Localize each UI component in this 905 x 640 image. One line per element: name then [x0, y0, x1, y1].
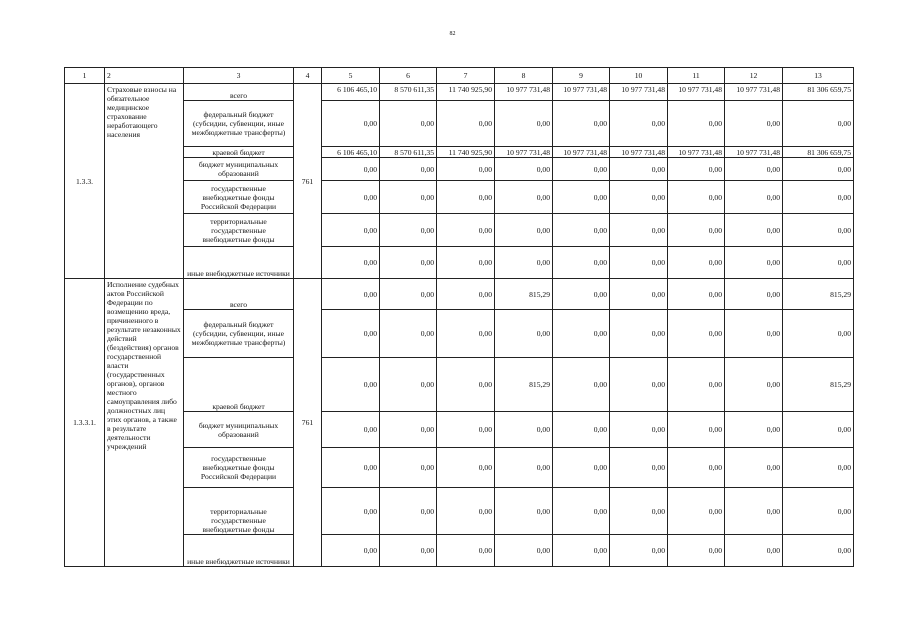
amount-cell: 0,00 [725, 181, 783, 214]
amount-cell: 10 977 731,48 [668, 147, 725, 158]
amount-cell: 0,00 [783, 535, 854, 567]
amount-cell: 0,00 [610, 310, 668, 358]
amount-cell: 0,00 [668, 412, 725, 448]
column-header: 5 [322, 68, 380, 84]
amount-cell: 0,00 [437, 448, 495, 488]
section-1-3-3-1 [65, 279, 854, 567]
column-header: 3 [184, 68, 294, 84]
amount-cell: 81 306 659,75 [783, 147, 854, 158]
amount-cell: 0,00 [380, 412, 437, 448]
table-row [65, 247, 854, 279]
column-header: 13 [783, 68, 854, 84]
amount-cell: 0,00 [380, 310, 437, 358]
amount-cell: 0,00 [783, 181, 854, 214]
funding-source: территориальные государственные внебюджетные фонды [184, 488, 294, 535]
amount-cell: 0,00 [553, 247, 610, 279]
amount-cell: 815,29 [495, 279, 553, 310]
amount-cell: 0,00 [380, 101, 437, 147]
amount-cell: 0,00 [553, 448, 610, 488]
amount-cell: 10 977 731,48 [553, 147, 610, 158]
amount-cell: 0,00 [668, 247, 725, 279]
column-header: 8 [495, 68, 553, 84]
amount-cell: 0,00 [380, 214, 437, 247]
amount-cell: 0,00 [610, 535, 668, 567]
funding-source: всего [184, 279, 294, 310]
table-row [65, 214, 854, 247]
table-row [65, 84, 854, 101]
amount-cell: 0,00 [437, 279, 495, 310]
amount-cell: 11 740 925,90 [437, 147, 495, 158]
page-number: 82 [449, 31, 456, 37]
amount-cell: 815,29 [783, 279, 854, 310]
amount-cell: 0,00 [322, 101, 380, 147]
amount-cell: 0,00 [553, 214, 610, 247]
amount-cell: 0,00 [725, 158, 783, 181]
amount-cell: 0,00 [322, 358, 380, 412]
amount-cell: 0,00 [553, 101, 610, 147]
amount-cell: 0,00 [610, 247, 668, 279]
amount-cell: 815,29 [495, 358, 553, 412]
column-header: 7 [437, 68, 495, 84]
amount-cell: 10 977 731,48 [495, 84, 553, 101]
amount-cell: 0,00 [725, 448, 783, 488]
column-header: 9 [553, 68, 610, 84]
amount-cell: 8 570 611,35 [380, 84, 437, 101]
funding-source: государственные внебюджетные фонды Российской Федерации [184, 448, 294, 488]
funding-source: федеральный бюджет (субсидии, субвенции, иные межбюджетные трансферты) [184, 101, 294, 147]
amount-cell: 0,00 [668, 310, 725, 358]
table-row [65, 147, 854, 158]
amount-cell: 0,00 [553, 279, 610, 310]
table-row [65, 181, 854, 214]
row-code: 1.3.3.1. [65, 279, 105, 567]
amount-cell: 0,00 [783, 488, 854, 535]
column-header: 4 [294, 68, 322, 84]
amount-cell: 0,00 [322, 214, 380, 247]
amount-cell: 10 977 731,48 [610, 84, 668, 101]
amount-cell: 0,00 [380, 535, 437, 567]
amount-cell: 0,00 [437, 488, 495, 535]
amount-cell: 0,00 [495, 535, 553, 567]
table-row [65, 101, 854, 147]
amount-cell: 0,00 [610, 358, 668, 412]
amount-cell: 0,00 [380, 279, 437, 310]
amount-cell: 0,00 [610, 101, 668, 147]
grbs-code: 761 [294, 84, 322, 279]
amount-cell: 0,00 [437, 358, 495, 412]
amount-cell: 0,00 [495, 214, 553, 247]
funding-source: бюджет муниципальных образований [184, 158, 294, 181]
amount-cell: 0,00 [322, 247, 380, 279]
amount-cell: 10 977 731,48 [610, 147, 668, 158]
amount-cell: 10 977 731,48 [495, 147, 553, 158]
table-row [65, 310, 854, 358]
amount-cell: 0,00 [380, 158, 437, 181]
amount-cell: 0,00 [783, 448, 854, 488]
table-row [65, 158, 854, 181]
amount-cell: 0,00 [668, 448, 725, 488]
amount-cell: 0,00 [668, 488, 725, 535]
amount-cell: 0,00 [783, 310, 854, 358]
amount-cell: 0,00 [495, 488, 553, 535]
funding-source: всего [184, 84, 294, 101]
funding-source: государственные внебюджетные фонды Российской Федерации [184, 181, 294, 214]
column-header: 1 [65, 68, 105, 84]
amount-cell: 0,00 [495, 448, 553, 488]
amount-cell: 0,00 [725, 101, 783, 147]
amount-cell: 0,00 [610, 279, 668, 310]
amount-cell: 0,00 [322, 158, 380, 181]
table-row [65, 488, 854, 535]
amount-cell: 0,00 [725, 214, 783, 247]
table-row [65, 535, 854, 567]
column-header: 11 [668, 68, 725, 84]
funding-source: краевой бюджет [184, 147, 294, 158]
amount-cell: 0,00 [322, 181, 380, 214]
column-header: 10 [610, 68, 668, 84]
amount-cell: 0,00 [610, 448, 668, 488]
amount-cell: 0,00 [668, 214, 725, 247]
amount-cell: 0,00 [668, 101, 725, 147]
amount-cell: 0,00 [437, 158, 495, 181]
table-row [65, 412, 854, 448]
funding-source: иные внебюджетные источники [184, 535, 294, 567]
table-row [65, 448, 854, 488]
amount-cell: 0,00 [610, 214, 668, 247]
amount-cell: 6 106 465,10 [322, 147, 380, 158]
amount-cell: 0,00 [495, 412, 553, 448]
column-header: 2 [105, 68, 184, 84]
amount-cell: 8 570 611,35 [380, 147, 437, 158]
amount-cell: 0,00 [437, 247, 495, 279]
amount-cell: 0,00 [495, 181, 553, 214]
amount-cell: 0,00 [495, 247, 553, 279]
amount-cell: 0,00 [783, 247, 854, 279]
amount-cell: 0,00 [668, 279, 725, 310]
amount-cell: 0,00 [610, 412, 668, 448]
amount-cell: 10 977 731,48 [553, 84, 610, 101]
column-header: 12 [725, 68, 783, 84]
amount-cell: 0,00 [322, 488, 380, 535]
amount-cell: 0,00 [553, 488, 610, 535]
amount-cell: 0,00 [725, 488, 783, 535]
amount-cell: 0,00 [553, 310, 610, 358]
amount-cell: 0,00 [553, 535, 610, 567]
amount-cell: 0,00 [725, 358, 783, 412]
amount-cell: 0,00 [610, 488, 668, 535]
amount-cell: 0,00 [783, 158, 854, 181]
amount-cell: 0,00 [553, 358, 610, 412]
amount-cell: 815,29 [783, 358, 854, 412]
amount-cell: 0,00 [437, 214, 495, 247]
amount-cell: 11 740 925,90 [437, 84, 495, 101]
amount-cell: 0,00 [380, 181, 437, 214]
funding-source: краевой бюджет [184, 358, 294, 412]
amount-cell: 0,00 [725, 310, 783, 358]
amount-cell: 0,00 [322, 535, 380, 567]
amount-cell: 0,00 [783, 214, 854, 247]
row-code: 1.3.3. [65, 84, 105, 279]
amount-cell: 0,00 [380, 247, 437, 279]
amount-cell: 0,00 [322, 412, 380, 448]
funding-source: бюджет муниципальных образований [184, 412, 294, 448]
amount-cell: 0,00 [668, 535, 725, 567]
amount-cell: 10 977 731,48 [725, 84, 783, 101]
amount-cell: 6 106 465,10 [322, 84, 380, 101]
amount-cell: 0,00 [725, 412, 783, 448]
table-row [65, 358, 854, 412]
budget-table [64, 67, 854, 567]
amount-cell: 0,00 [495, 158, 553, 181]
section-1-3-3 [65, 84, 854, 279]
amount-cell: 0,00 [380, 448, 437, 488]
amount-cell: 0,00 [668, 158, 725, 181]
column-header: 6 [380, 68, 437, 84]
amount-cell: 0,00 [380, 358, 437, 412]
row-name: Исполнение судебных актов Российской Федерации по возмещению вреда, причиненного в результате незаконных действий (бездействия) органов государственной власти (государственных органов), органов местного самоуправления либо должностных лиц этих органов, а также в результате деятельности учреждений [105, 279, 184, 567]
amount-cell: 0,00 [437, 101, 495, 147]
amount-cell: 0,00 [553, 181, 610, 214]
amount-cell: 0,00 [437, 181, 495, 214]
row-name: Страховые взносы на обязательное медицинское страхование неработающего населения [105, 84, 184, 279]
header-row [65, 68, 854, 84]
amount-cell: 0,00 [668, 181, 725, 214]
amount-cell: 0,00 [553, 412, 610, 448]
amount-cell: 10 977 731,48 [725, 147, 783, 158]
amount-cell: 10 977 731,48 [668, 84, 725, 101]
amount-cell: 0,00 [553, 158, 610, 181]
amount-cell: 0,00 [495, 310, 553, 358]
grbs-code: 761 [294, 279, 322, 567]
table-row [65, 279, 854, 310]
amount-cell: 0,00 [322, 310, 380, 358]
amount-cell: 0,00 [725, 279, 783, 310]
amount-cell: 0,00 [437, 310, 495, 358]
amount-cell: 0,00 [668, 358, 725, 412]
amount-cell: 0,00 [322, 279, 380, 310]
amount-cell: 0,00 [725, 535, 783, 567]
amount-cell: 0,00 [725, 247, 783, 279]
amount-cell: 0,00 [783, 101, 854, 147]
amount-cell: 0,00 [783, 412, 854, 448]
amount-cell: 0,00 [437, 535, 495, 567]
funding-source: федеральный бюджет (субсидии, субвенции, иные межбюджетные трансферты) [184, 310, 294, 358]
amount-cell: 0,00 [495, 101, 553, 147]
amount-cell: 81 306 659,75 [783, 84, 854, 101]
amount-cell: 0,00 [437, 412, 495, 448]
funding-source: иные внебюджетные источники [184, 247, 294, 279]
amount-cell: 0,00 [610, 181, 668, 214]
amount-cell: 0,00 [322, 448, 380, 488]
funding-source: территориальные государственные внебюджетные фонды [184, 214, 294, 247]
amount-cell: 0,00 [380, 488, 437, 535]
amount-cell: 0,00 [610, 158, 668, 181]
